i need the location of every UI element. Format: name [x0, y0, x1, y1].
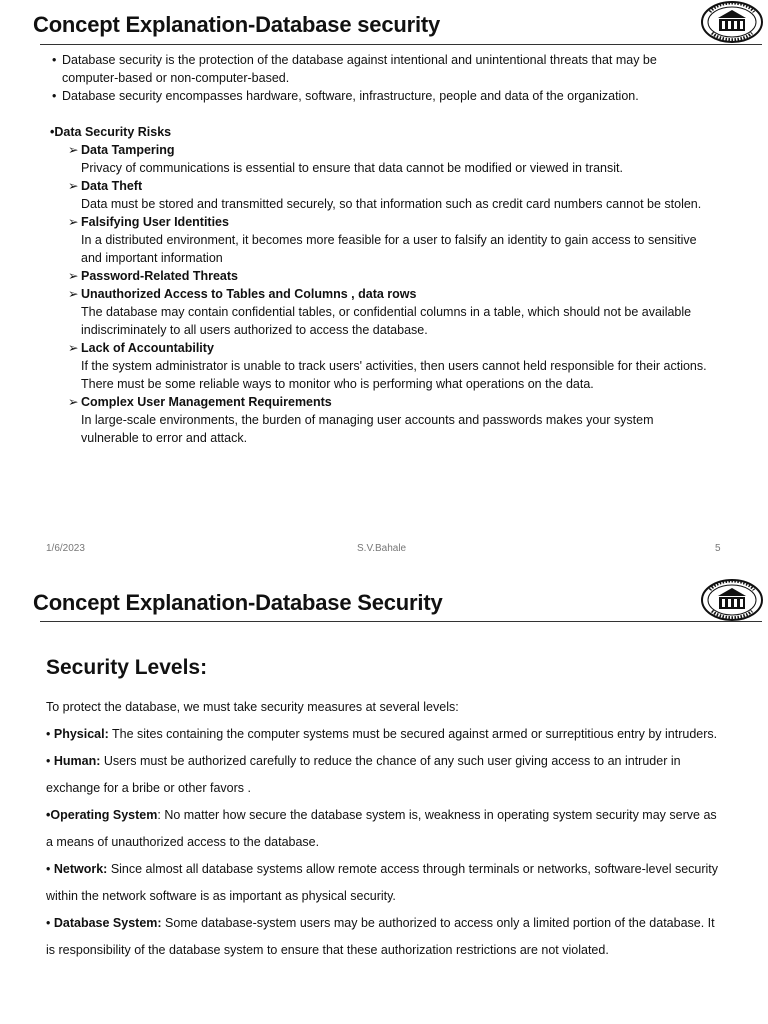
footer-date: 1/6/2023 [46, 543, 85, 554]
bullet-dot: • [46, 916, 54, 930]
list-item [46, 721, 726, 748]
bullet-dot: • [52, 89, 57, 103]
slide-title: Concept Explanation-Database Security [33, 590, 443, 615]
level-label: Network: [53, 862, 108, 876]
risk-item [52, 141, 712, 177]
list-item [52, 87, 712, 105]
arrow-bullet-icon: ➢ [68, 215, 79, 229]
bullet-dot: • [52, 53, 57, 67]
risk-description: The database may contain confidential tables, or confidential columns in a table, which should not be available indiscriminately to all users authorized to access the database. [81, 305, 692, 337]
list-item [46, 802, 726, 856]
arrow-bullet-icon: ➢ [68, 341, 79, 355]
level-label: Operating System [50, 808, 158, 822]
title-divider [40, 621, 762, 622]
footer-author: S.V.Bahale [357, 543, 407, 554]
slide-1-content [52, 51, 712, 447]
level-text: Users must be authorized carefully to reduce the chance of any such user giving access to an intruder in exchange for a bribe or other favors . [46, 754, 681, 795]
risk-item [52, 177, 712, 213]
arrow-bullet-icon: ➢ [68, 143, 79, 157]
risk-title: Unauthorized Access to Tables and Columns , data rows [81, 287, 417, 301]
bullet-text: Database security is the protection of the database against intentional and unintentional threats that may be computer-based or non-computer-based. [62, 53, 657, 85]
risk-title: Falsifying User Identities [81, 215, 229, 229]
bullet-dot: • [46, 862, 54, 876]
risks-heading-text: Data Security Risks [54, 125, 172, 139]
bullet-dot: • [46, 727, 54, 741]
university-seal-icon [700, 0, 764, 44]
level-label: Human: [53, 754, 101, 768]
level-label: Physical: [53, 727, 109, 741]
list-item [46, 748, 726, 802]
bullet-text: Database security encompasses hardware, software, infrastructure, people and data of the organization. [62, 89, 639, 103]
level-text: : No matter how secure the database system is, weakness in operating system security may serve as a means of unauthorized access to the database. [46, 808, 717, 849]
risks-heading: •Data Security Risks [50, 125, 172, 139]
list-item [46, 856, 726, 910]
arrow-bullet-icon: ➢ [68, 269, 79, 283]
slide-2 [0, 568, 768, 1024]
section-heading: Security Levels: [46, 656, 208, 679]
risk-title: Complex User Management Requirements [81, 395, 332, 409]
risk-item [52, 339, 712, 393]
level-text: Some database-system users may be authorized to access only a limited portion of the database. It is responsibility of the database system to ensure that these authorization restrictions are not violated. [46, 916, 715, 957]
risk-item [52, 213, 712, 267]
list-item [46, 910, 726, 964]
intro-text: To protect the database, we must take security measures at several levels: [46, 700, 459, 714]
level-label: Database System: [53, 916, 162, 930]
level-text: The sites containing the computer systems must be secured against armed or surreptitious entry by intruders. [108, 727, 718, 741]
risk-title: Lack of Accountability [81, 341, 214, 355]
bullet-dot: • [46, 808, 51, 822]
slide-2-content [46, 694, 726, 964]
level-text: Since almost all database systems allow remote access through terminals or networks, software-level security within the network software is as important as physical security. [46, 862, 719, 903]
risk-description: In large-scale environments, the burden of managing user accounts and passwords makes your system vulnerable to error and attack. [81, 413, 654, 445]
arrow-bullet-icon: ➢ [68, 287, 79, 301]
risk-item [52, 267, 712, 285]
risk-description: Privacy of communications is essential to ensure that data cannot be modified or viewed in transit. [81, 161, 623, 175]
risk-title: Data Tampering [81, 143, 175, 157]
risk-item [52, 285, 712, 339]
risk-title: Password-Related Threats [81, 269, 238, 283]
risk-description: Data must be stored and transmitted securely, so that information such as credit card numbers cannot be stolen. [81, 197, 702, 211]
bullet-dot: • [46, 754, 54, 768]
risk-item [52, 393, 712, 447]
title-divider [40, 44, 762, 45]
arrow-bullet-icon: ➢ [68, 179, 79, 193]
list-item [52, 51, 712, 87]
risk-title: Data Theft [81, 179, 143, 193]
risk-description: In a distributed environment, it becomes more feasible for a user to falsify an identity to gain access to sensitive and important information [81, 233, 697, 265]
risk-description: If the system administrator is unable to track users' activities, then users cannot held responsible for their actions. There must be some reliable ways to monitor who is performing what operations on the data. [81, 359, 707, 391]
arrow-bullet-icon: ➢ [68, 395, 79, 409]
slide-title: Concept Explanation-Database security [33, 12, 441, 37]
university-seal-icon [700, 578, 764, 622]
footer-page-number: 5 [715, 543, 721, 554]
